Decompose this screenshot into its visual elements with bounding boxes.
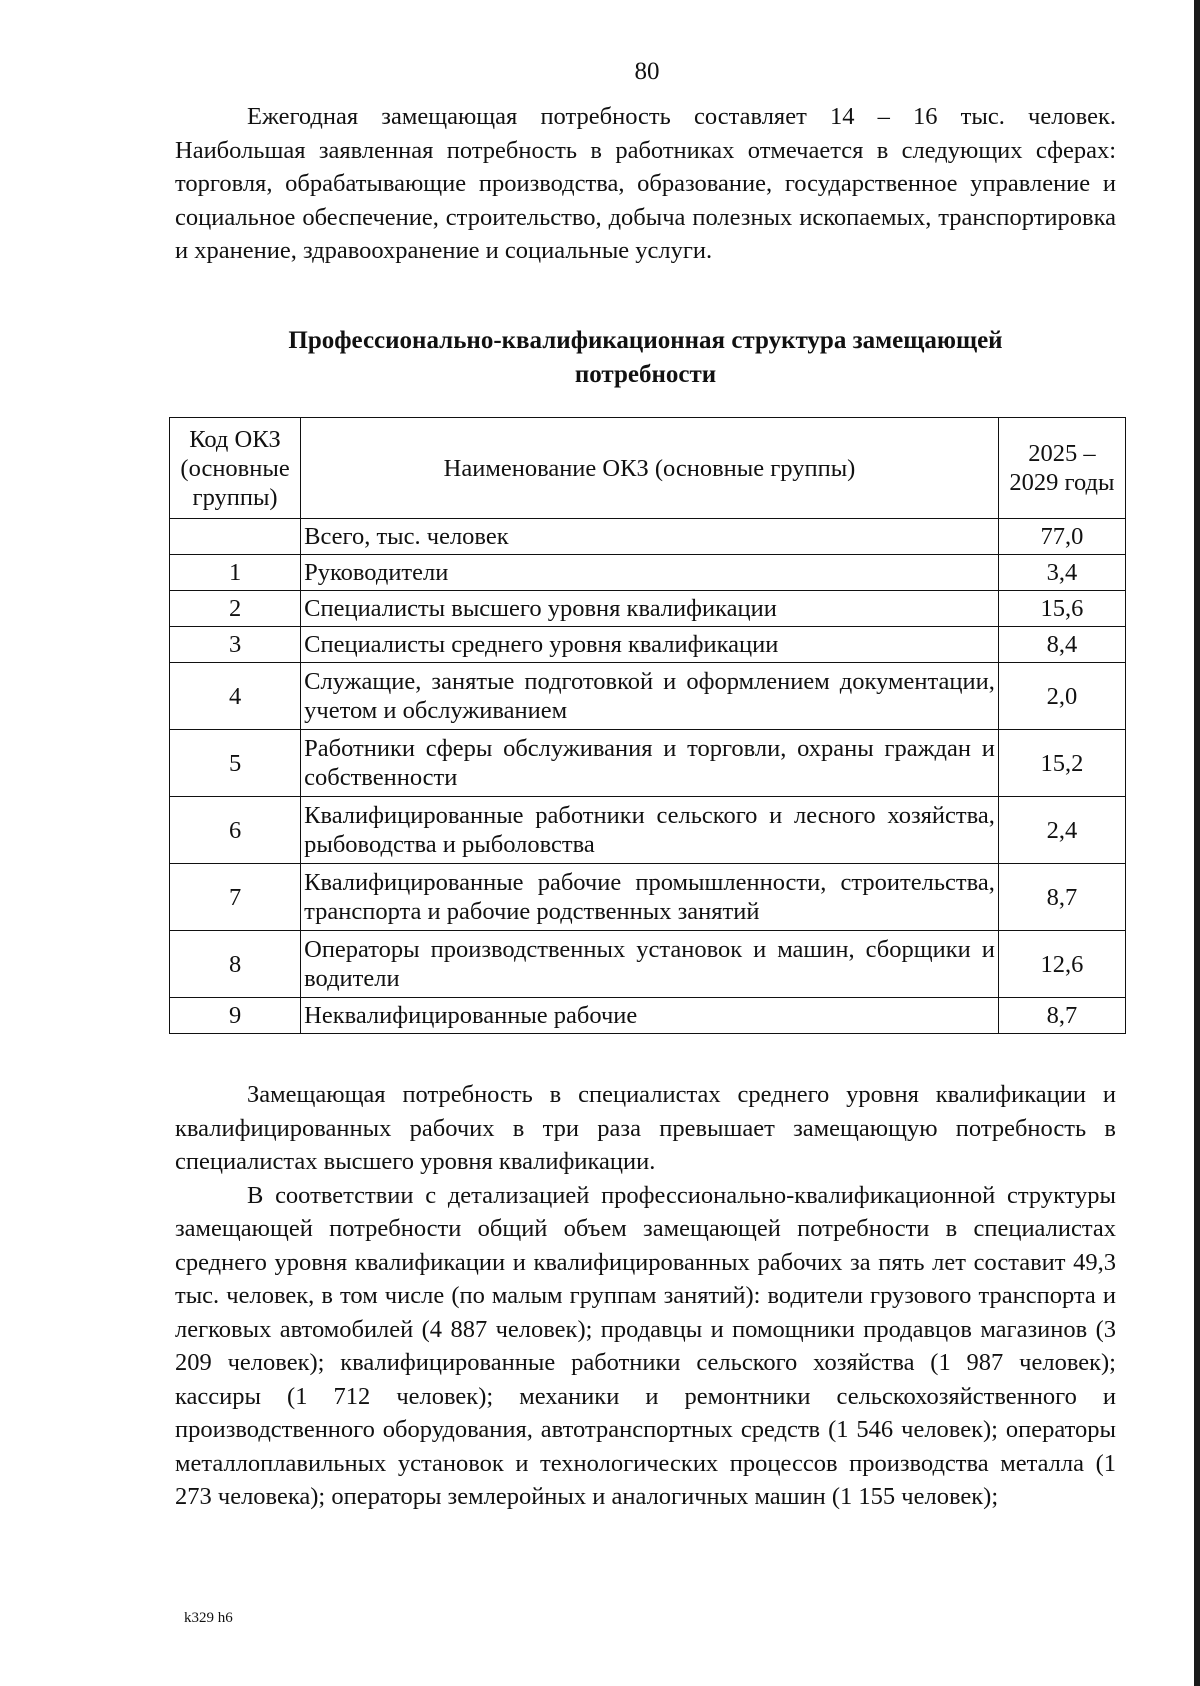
row-code: 8 xyxy=(170,931,301,998)
table-row xyxy=(170,591,1126,627)
row-value: 2,4 xyxy=(998,797,1125,864)
row-value: 8,4 xyxy=(998,627,1125,663)
header-code: Код ОКЗ (основные группы) xyxy=(170,418,301,519)
table-row xyxy=(170,555,1126,591)
row-name: Служащие, занятые подготовкой и оформлением документации, учетом и обслуживанием xyxy=(301,663,999,730)
row-name: Неквалифицированные рабочие xyxy=(301,998,999,1034)
table-row xyxy=(170,663,1126,730)
page-number: 80 xyxy=(634,58,660,85)
row-value: 3,4 xyxy=(998,555,1125,591)
table-row xyxy=(170,627,1126,663)
row-code: 5 xyxy=(170,730,301,797)
row-value: 2,0 xyxy=(998,663,1125,730)
row-name: Специалисты среднего уровня квалификации xyxy=(301,627,999,663)
row-name: Операторы производственных установок и машин, сборщики и водители xyxy=(301,931,999,998)
row-name: Специалисты высшего уровня квалификации xyxy=(301,591,999,627)
row-name: Руководители xyxy=(301,555,999,591)
row-name: Квалифицированные рабочие промышленности, строительства, транспорта и рабочие родственных занятий xyxy=(301,864,999,931)
table-row xyxy=(170,730,1126,797)
table-row xyxy=(170,797,1126,864)
body-paragraph-1: Замещающая потребность в специалистах среднего уровня квалификации и квалифицированных рабочих в три раза превышает замещающую потребность в специалистах высшего уровня квалификации. xyxy=(175,1081,1116,1175)
intro-paragraph-block xyxy=(175,100,1116,268)
scan-edge-border xyxy=(1194,0,1200,1686)
row-value: 15,6 xyxy=(998,591,1125,627)
row-code: 6 xyxy=(170,797,301,864)
row-code: 7 xyxy=(170,864,301,931)
row-value: 77,0 xyxy=(998,519,1125,555)
header-period: 2025 – 2029 годы xyxy=(998,418,1125,519)
header-name: Наименование ОКЗ (основные группы) xyxy=(301,418,999,519)
table-title-line1: Профессионально-квалификационная структура замещающей xyxy=(288,327,1003,354)
table-row xyxy=(170,998,1126,1034)
row-code: 4 xyxy=(170,663,301,730)
row-value: 8,7 xyxy=(998,864,1125,931)
row-name: Квалифицированные работники сельского и лесного хозяйства, рыбоводства и рыболовства xyxy=(301,797,999,864)
row-code xyxy=(170,519,301,555)
intro-paragraph: Ежегодная замещающая потребность составляет 14 – 16 тыс. человек. Наибольшая заявленная потребность в работниках отмечается в следующих сферах: торговля, обрабатывающие производства, образование, государственное управление и социальное обеспечение, строительство, добыча полезных ископаемых, транспортировка и хранение, здравоохранение и социальные услуги. xyxy=(175,103,1116,264)
row-code: 2 xyxy=(170,591,301,627)
row-value: 12,6 xyxy=(998,931,1125,998)
table-row xyxy=(170,931,1126,998)
row-code: 9 xyxy=(170,998,301,1034)
footer-code: k329 h6 xyxy=(184,1610,233,1626)
table-row xyxy=(170,519,1126,555)
okz-structure-table xyxy=(169,417,1126,1034)
row-value: 15,2 xyxy=(998,730,1125,797)
row-value: 8,7 xyxy=(998,998,1125,1034)
body-paragraph-2: В соответствии с детализацией профессионально-квалификационной структуры замещающей потребности общий объем замещающей потребности в специалистах среднего уровня квалификации и квалифицированных рабочих за пять лет составит 49,3 тыс. человек, в том числе (по малым группам занятий): водители грузового транспорта и легковых автомобилей (4 887 человек); продавцы и помощники продавцов магазинов (3 209 человек); квалифицированные работники сельского хозяйства (1 987 человек); кассиры (1 712 человек); механики и ремонтники сельскохозяйственного и производственного оборудования, автотранспортных средств (1 546 человек); операторы металлоплавильных установок и технологических процессов производства металла (1 273 человека); операторы землеройных и аналогичных машин (1 155 человек); xyxy=(175,1181,1116,1510)
body-paragraph-block xyxy=(175,1078,1116,1514)
table-title xyxy=(175,324,1116,392)
row-code: 1 xyxy=(170,555,301,591)
table-title-line2: потребности xyxy=(574,361,717,388)
row-name: Работники сферы обслуживания и торговли, охраны граждан и собственности xyxy=(301,730,999,797)
table-row xyxy=(170,864,1126,931)
row-code: 3 xyxy=(170,627,301,663)
table-header-row xyxy=(170,418,1126,519)
row-name: Всего, тыс. человек xyxy=(301,519,999,555)
